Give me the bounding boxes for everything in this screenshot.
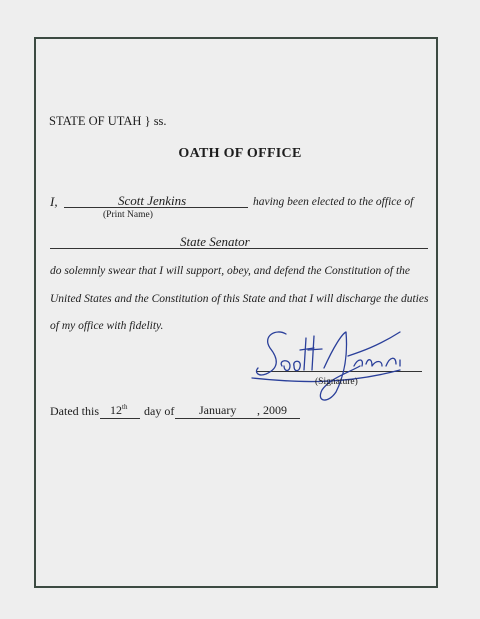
pronoun-text: I,: [50, 194, 58, 209]
date-underline: [175, 418, 300, 419]
state-venue-line: STATE OF UTAH } ss.: [49, 114, 167, 128]
dated-day: 12th: [110, 403, 128, 417]
oath-body-line-3: of my office with fidelity.: [50, 320, 164, 332]
oath-taker-name: Scott Jenkins: [118, 193, 187, 208]
dated-prefix: Dated this: [50, 404, 99, 418]
day-underline: [100, 418, 140, 419]
office-name: State Senator: [180, 234, 250, 249]
oath-body-line-1: do solemnly swear that I will support, obey, and defend the Constitution of the: [50, 265, 410, 277]
elected-text: having been elected to the office of: [253, 196, 414, 208]
oath-body-line-2: United States and the Constitution of this State and that I will discharge the duties: [50, 293, 429, 305]
signature-label: (Signature): [315, 377, 358, 387]
day-of-text: day of: [144, 404, 175, 418]
handwritten-signature: [250, 326, 420, 408]
dated-year: , 2009: [257, 403, 287, 417]
document-title: OATH OF OFFICE: [178, 146, 302, 161]
dated-month: January: [199, 403, 237, 417]
print-name-label: (Print Name): [103, 210, 153, 220]
